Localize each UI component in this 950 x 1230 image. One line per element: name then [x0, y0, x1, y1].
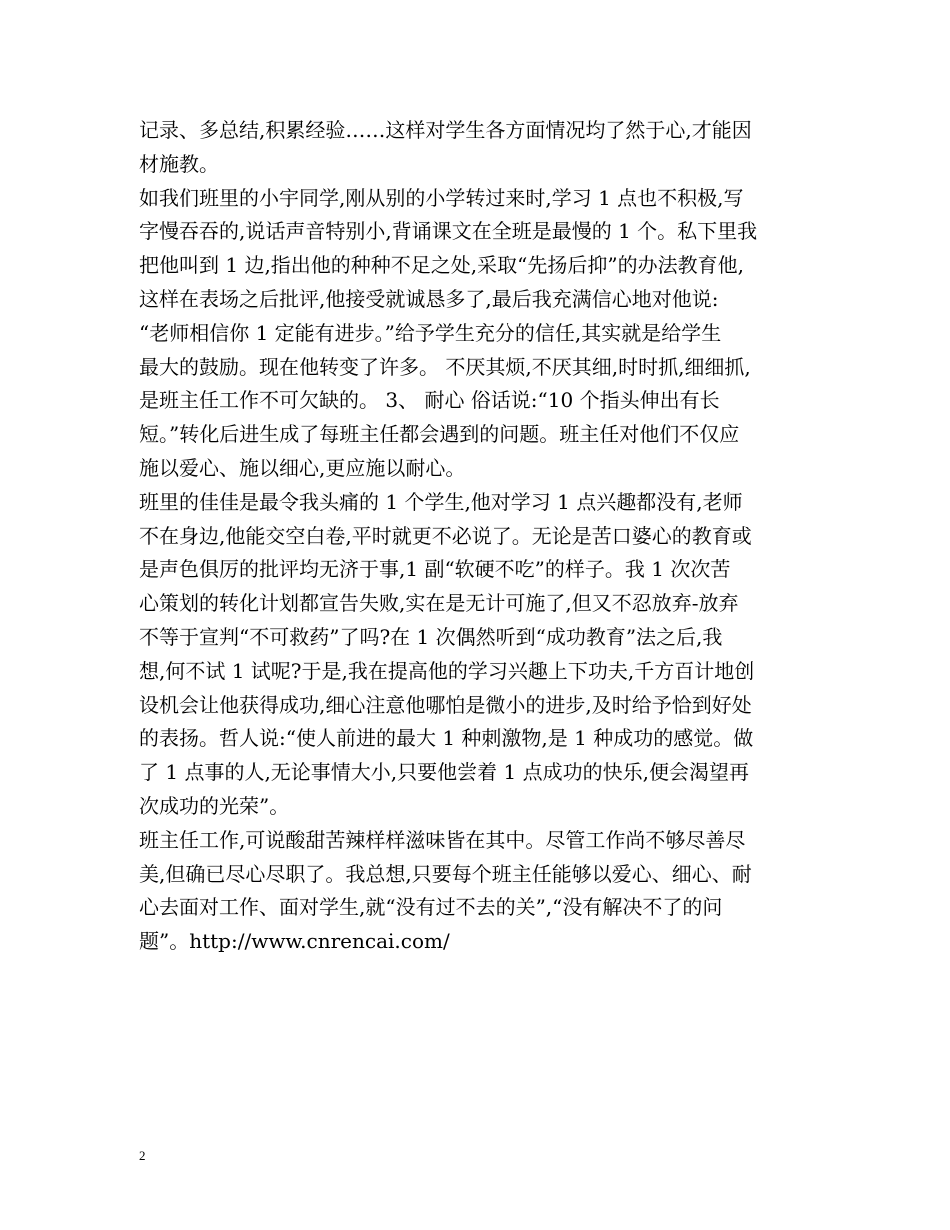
text-line: 把他叫到 1 边,指出他的种种不足之处,采取“先扬后抑”的办法教育他,	[139, 253, 744, 278]
text-line: 短。”转化后进生成了每班主任都会遇到的问题。班主任对他们不仅应	[139, 422, 740, 447]
text-line: 材施教。	[139, 151, 219, 176]
text-line: 这样在表场之后批评,他接受就诚恳多了,最后我充满信心地对他说:	[139, 286, 719, 311]
page-number: 2	[139, 1148, 146, 1163]
text-line: 题”。http://www.cnrencai.com/	[139, 929, 450, 954]
text-line: 班里的佳佳是最令我头痛的 1 个学生,他对学习 1 点兴趣都没有,老师	[139, 489, 743, 514]
text-line: 不在身边,他能交空白卷,平时就更不必说了。无论是苦口婆心的教育或	[139, 523, 752, 548]
text-line: 施以爱心、施以细心,更应施以耐心。	[139, 455, 466, 480]
text-line: “老师相信你 1 定能有进步。”给予学生充分的信任,其实就是给学生	[139, 320, 722, 345]
text-line: 字慢吞吞的,说话声音特别小,背诵课文在全班是最慢的 1 个。私下里我	[139, 219, 758, 244]
text-line: 次成功的光荣”。	[139, 793, 290, 818]
text-line: 心策划的转化计划都宣告失败,实在是无计可施了,但又不忍放弃-放弃	[139, 591, 739, 616]
text-line: 最大的鼓励。现在他转变了许多。 不厌其烦,不厌其细,时时抓,细细抓,	[139, 354, 751, 379]
text-line: 设机会让他获得成功,细心注意他哪怕是微小的进步,及时给予恰到好处	[139, 692, 752, 717]
text-line: 记录、多总结,积累经验……这样对学生各方面情况均了然于心,才能因	[139, 118, 752, 142]
text-line: 如我们班里的小宇同学,刚从别的小学转过来时,学习 1 点也不积极,写	[139, 185, 744, 210]
text-line: 心去面对工作、面对学生,就“没有过不去的关”,“没有解决不了的问	[139, 895, 723, 920]
body-text	[139, 114, 815, 959]
text-line: 是班主任工作不可欠缺的。 3、 耐心 俗话说:“10 个指头伸出有长	[139, 388, 720, 413]
text-line: 的表扬。哲人说:“使人前进的最大 1 种刺激物,是 1 种成功的感觉。做	[139, 726, 754, 751]
text-line: 想,何不试 1 试呢?于是,我在提高他的学习兴趣上下功夫,千方百计地创	[139, 658, 755, 683]
text-line: 美,但确已尽心尽职了。我总想,只要每个班主任能够以爱心、细心、耐	[139, 861, 752, 886]
text-line: 不等于宣判“不可救药”了吗?在 1 次偶然听到“成功教育”法之后,我	[139, 624, 723, 649]
text-line: 班主任工作,可说酸甜苦辣样样滋味皆在其中。尽管工作尚不够尽善尽	[139, 827, 746, 852]
text-line: 是声色俱厉的批评均无济于事,1 副“软硬不吃”的样子。我 1 次次苦	[139, 557, 731, 582]
text-line: 了 1 点事的人,无论事情大小,只要他尝着 1 点成功的快乐,便会渴望再	[139, 760, 749, 785]
